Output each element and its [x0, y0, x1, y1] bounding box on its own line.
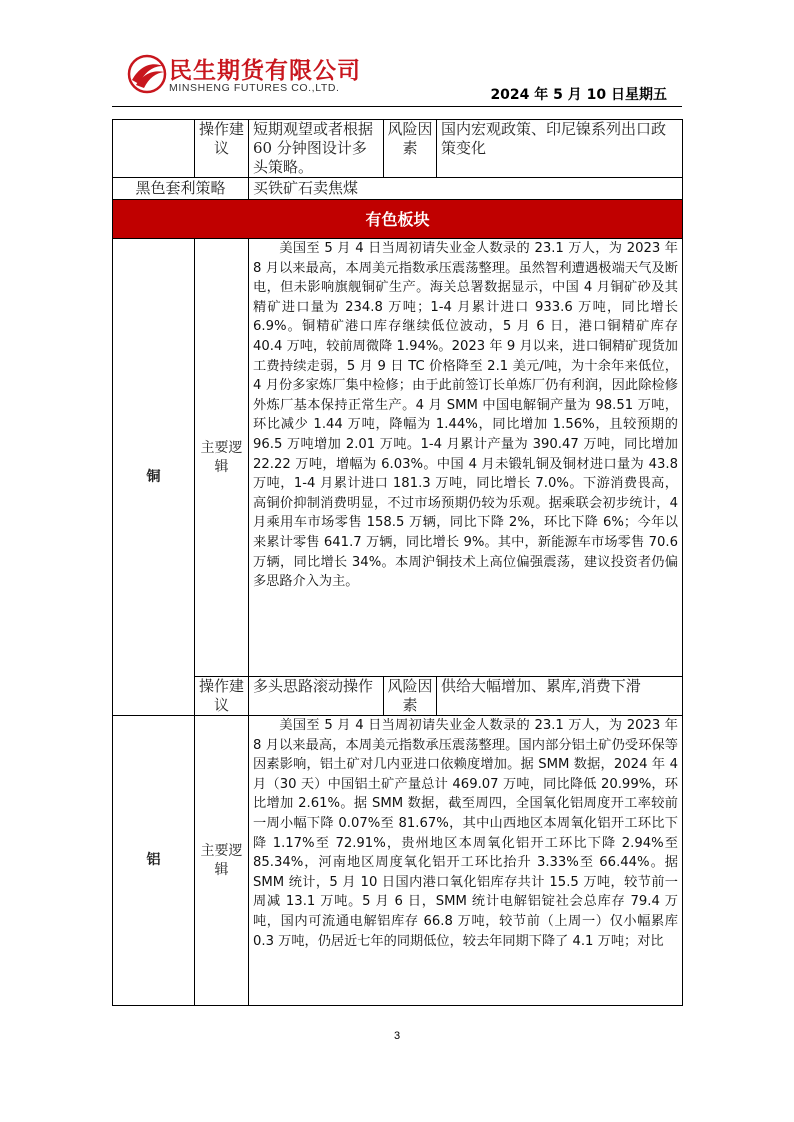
copper-logic-paragraph: 美国至 5 月 4 日当周初请失业金人数录的 23.1 万人，为 2023 年 8 月以来最高，本周美元指数承压震荡整理。虽然智利遭遇极端天气及断电，但未影响旗舰铜矿生产。海关总署数据显示，中国 4 月铜矿砂及其精矿进口量为 234.8 万吨；1-4 月累计进口 933.6 万吨，同比增长 6.9%。铜精矿港口库存继续低位波动，5 月 6 日，港口铜精矿库存 40.4 万吨，较前周微降 1.94%。2023 年 9 月以来，进口铜精矿现货加工费持续走弱，5 月 9 日 TC 价格降至 2.1 美元/吨，为十余年来低位，4 月份多家炼厂集中检修；由于此前签订长单炼厂仍有利润，因此除检修外炼厂基本保持正常生产。4 月 SMM 中国电解铜产量为 98.51 万吨，环比减少 1.44 万吨，降幅为 1.44%，同比增加 1.56%，且较预期的 96.5 万吨增加 2.01 万吨。1-4 月累计产量为 390.47 万吨，同比增加 22.22 万吨，增幅为 6.03%。中国 4 月未锻轧铜及铜材进口量为 43.8 万吨，1-4 月累计进口 181.3 万吨，同比增长 7.0%。下游消费畏高，高铜价抑制消费明显，不过市场预期仍较为乐观。据乘联会初步统计，4 月乘用车市场零售 158.5 万辆，同比下降 2%，环比下降 6%；今年以来累计零售 641.7 万辆，同比增长 9%。其中，新能源车市场零售 70.6 万辆，同比增长 34%。本周沪铜技术上高位偏强震荡，建议投资者仍偏多思路介入为主。 [253, 241, 678, 590]
copper-risk-text: 供给大幅增加、累库,消费下滑 [437, 677, 683, 716]
header-divider [112, 106, 682, 107]
copper-logic-row [113, 239, 683, 677]
report-date: 2024 年 5 月 10 日星期五 [490, 87, 667, 103]
company-name-cn: 民生期货有限公司 [169, 58, 361, 84]
aluminum-logic-clip [253, 716, 678, 951]
section-title: 有色板块 [113, 200, 683, 239]
operation-text: 短期观望或者根据 60 分钟图设计多头策略。 [249, 120, 384, 178]
operation-label: 操作建议 [195, 120, 249, 178]
aluminum-name: 铝 [113, 716, 195, 1006]
company-name-en: MINSHENG FUTURES CO.,LTD. [169, 82, 340, 94]
empty-cell [113, 120, 195, 178]
arbitrage-text: 买铁矿石卖焦煤 [249, 178, 683, 200]
copper-operation-text: 多头思路滚动操作 [249, 677, 384, 716]
company-logo [127, 52, 367, 100]
copper-logic-text [249, 239, 683, 677]
copper-logic-label: 主要逻辑 [195, 239, 249, 677]
section-header-row [113, 200, 683, 239]
ferrous-operation-row [113, 120, 683, 178]
copper-name: 铜 [113, 239, 195, 716]
aluminum-logic-text [249, 716, 683, 1006]
ferrous-arbitrage-row [113, 178, 683, 200]
strategy-table [112, 119, 683, 1006]
minsheng-logo-icon [127, 54, 167, 94]
aluminum-logic-paragraph: 美国至 5 月 4 日当周初请失业金人数录的 23.1 万人，为 2023 年 8 月以来最高，本周美元指数承压震荡整理。国内部分铝土矿仍受环保等因素影响，铝土矿对几内亚进口依赖度增加。据 SMM 数据，2024 年 4 月（30 天）中国铝土矿产量总计 469.07 万吨，同比降低 20.99%，环比增加 2.61%。据 SMM 数据，截至周四，全国氧化铝周度开工率较前一周小幅下降 0.07%至 81.67%，其中山西地区本周氧化铝开工环比下降 1.17%至 72.91%，贵州地区本周氧化铝开工环比下降 2.94%至 85.34%，河南地区周度氧化铝开工环比抬升 3.33%至 66.44%。据 SMM 统计，5 月 10 日国内港口氧化铝库存共计 15.5 万吨，较节前一周减 13.1 万吨。5 月 6 日，SMM 统计电解铝锭社会总库存 79.4 万吨，国内可流通电解铝库存 66.8 万吨，较节前（上周一）仅小幅累库 0.3 万吨，仍居近七年的同期低位，较去年同期下降了 4.1 万吨；对比 [253, 718, 678, 949]
copper-operation-row [113, 677, 683, 716]
arbitrage-label: 黑色套利策略 [113, 178, 249, 200]
aluminum-logic-row [113, 716, 683, 1006]
risk-text: 国内宏观政策、印尼镍系列出口政策变化 [437, 120, 683, 178]
copper-risk-label: 风险因素 [384, 677, 437, 716]
copper-operation-label: 操作建议 [195, 677, 249, 716]
page-number: 3 [393, 1030, 401, 1042]
aluminum-logic-label: 主要逻辑 [195, 716, 249, 1006]
risk-label: 风险因素 [384, 120, 437, 178]
